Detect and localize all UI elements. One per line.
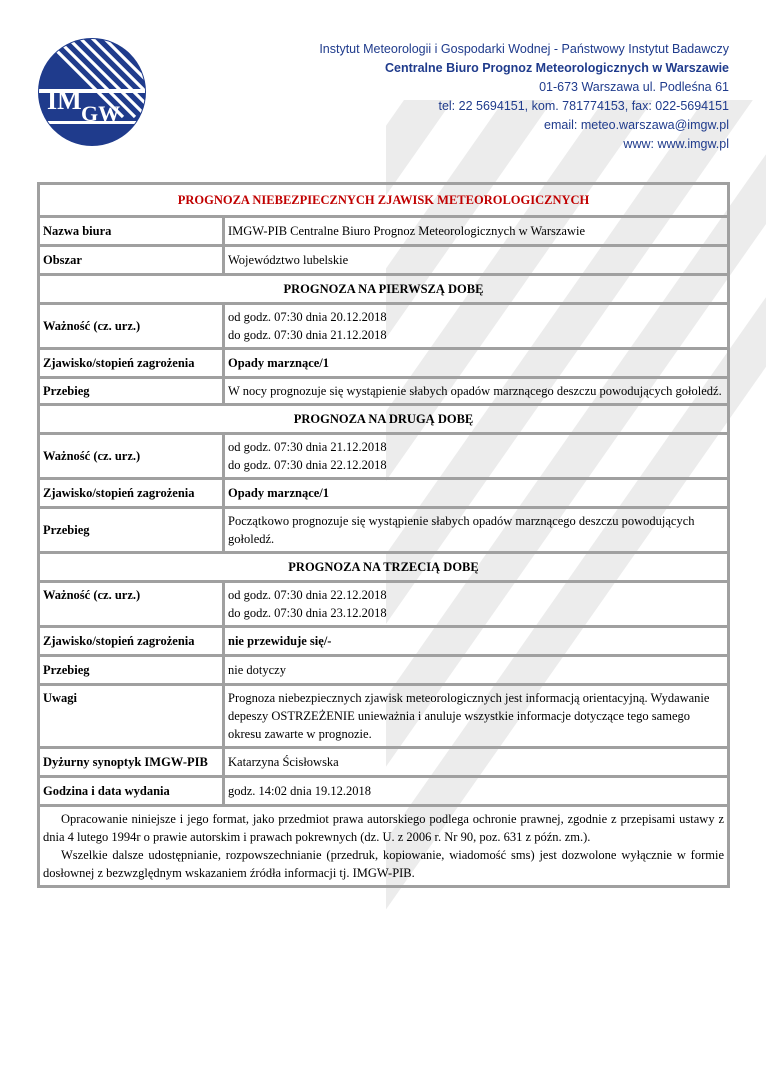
area-label: Obszar [39,246,224,275]
day2-course-value: Początkowo prognozuje się wystąpienie słabych opadów marznącego deszczu powodujących gołoledź. [224,508,729,553]
copyright-paragraph-2: Wszelkie dalsze udostępnianie, rozpowszechnianie (przedruk, kopiowanie, wiadomość sms) jest dozwolone wyłącznie w formie dosłownej z bezwzględnym wskazaniem źródła informacji tj. IMGW-PIB. [43,848,724,880]
day3-from: od godz. 07:30 dnia 22.12.2018 [228,588,387,602]
day1-course-value: W nocy prognozuje się wystąpienie słabych opadów marznącego deszczu powodujących gołoledź. [224,378,729,405]
phone: tel: 22 5694151, kom. 781774153, fax: 022-5694151 [438,99,729,113]
bureau-name-label: Nazwa biura [39,217,224,246]
day3-validity-value [224,582,729,627]
day1-from: od godz. 07:30 dnia 20.12.2018 [228,310,387,324]
bureau-name: Centralne Biuro Prognoz Meteorologicznych w Warszawie [384,61,729,75]
remarks-label: Uwagi [39,685,224,748]
day3-phenomenon-label: Zjawisko/stopień zagrożenia [39,627,224,656]
day1-heading: PROGNOZA NA PIERWSZĄ DOBĘ [39,275,729,304]
day3-heading: PROGNOZA NA TRZECIĄ DOBĘ [39,553,729,582]
website[interactable]: www: www.imgw.pl [623,137,729,151]
synoptic-label: Dyżurny synoptyk IMGW-PIB [39,748,224,777]
forecast-table [37,182,730,888]
day1-validity-value [224,304,729,349]
logo-letters-gw: GW [81,101,121,126]
issued-value: godz. 14:02 dnia 19.12.2018 [224,777,729,806]
day2-course-label: Przebieg [39,508,224,553]
issued-label: Godzina i data wydania [39,777,224,806]
day2-to: do godz. 07:30 dnia 22.12.2018 [228,458,387,472]
copyright-paragraph-1: Opracowanie niniejsze i jego format, jako przedmiot prawa autorskiego podlega ochronie prawnej, zgodnie z przepisami ustawy z dnia 4 lutego 1994r o prawie autorskim i prawach pokrewnych (dz. U. z 2006 r. Nr 90, poz. 631 z późn. zm.). [43,812,724,844]
day1-validity-label: Ważność (cz. urz.) [39,304,224,349]
address: 01-673 Warszawa ul. Podleśna 61 [539,80,729,94]
day2-phenomenon-label: Zjawisko/stopień zagrożenia [39,479,224,508]
day2-from: od godz. 07:30 dnia 21.12.2018 [228,440,387,454]
logo-letters-im: IM [47,86,82,115]
email[interactable]: email: meteo.warszawa@imgw.pl [544,118,729,132]
synoptic-value: Katarzyna Ścisłowska [224,748,729,777]
day1-to: do godz. 07:30 dnia 21.12.2018 [228,328,387,342]
bureau-name-value: IMGW-PIB Centralne Biuro Prognoz Meteorologicznych w Warszawie [224,217,729,246]
copyright-notice [39,806,729,887]
imgw-logo [37,37,147,147]
day2-phenomenon-value: Opady marznące/1 [224,479,729,508]
institute-name: Instytut Meteorologii i Gospodarki Wodnej - Państwowy Instytut Badawczy [319,42,729,56]
day3-phenomenon-value: nie przewiduje się/- [224,627,729,656]
day3-validity-label: Ważność (cz. urz.) [39,582,224,627]
remarks-value: Prognoza niebezpiecznych zjawisk meteorologicznych jest informacją orientacyjną. Wydawanie depeszy OSTRZEŻENIE unieważnia i anuluje wszystkie informacje dotyczące tego samego okresu zawarte w prognozie. [224,685,729,748]
day3-course-value: nie dotyczy [224,656,729,685]
day1-phenomenon-value: Opady marznące/1 [224,349,729,378]
area-value: Województwo lubelskie [224,246,729,275]
institute-header [319,40,729,154]
day2-validity-value [224,434,729,479]
day2-heading: PROGNOZA NA DRUGĄ DOBĘ [39,405,729,434]
document-title: PROGNOZA NIEBEZPIECZNYCH ZJAWISK METEOROLOGICZNYCH [39,184,729,217]
day3-course-label: Przebieg [39,656,224,685]
day1-phenomenon-label: Zjawisko/stopień zagrożenia [39,349,224,378]
day1-course-label: Przebieg [39,378,224,405]
day3-to: do godz. 07:30 dnia 23.12.2018 [228,606,387,620]
day2-validity-label: Ważność (cz. urz.) [39,434,224,479]
